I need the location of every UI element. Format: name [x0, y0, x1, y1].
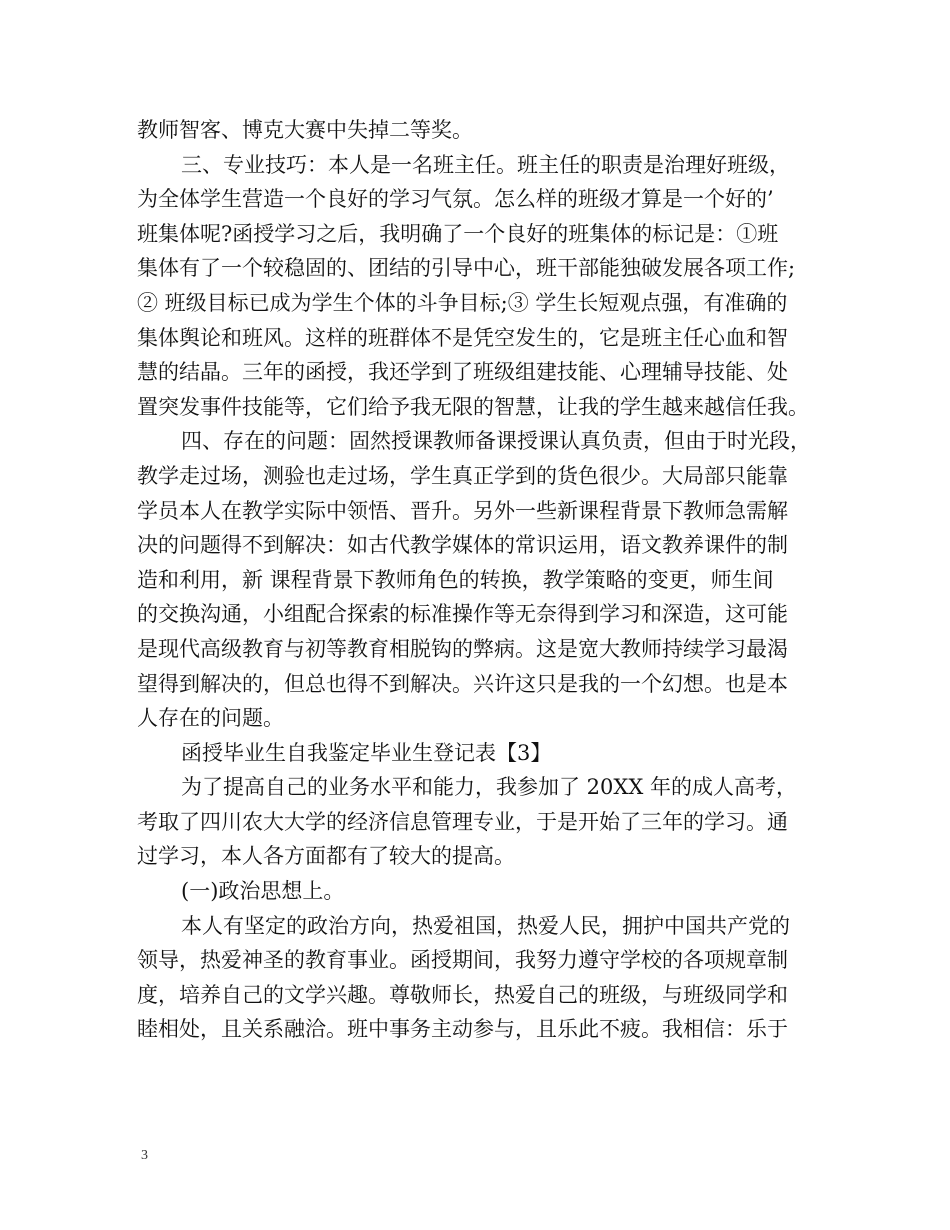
text-line: 三、专业技巧：本人是一名班主任。班主任的职责是治理好班级， [181, 152, 790, 177]
text-line: 的交换沟通，小组配合探索的标准操作等无奈得到学习和深造，这可能 [137, 602, 788, 627]
text-line: 度，培养自己的文学兴趣。尊敬师长，热爱自己的班级，与班级同学和 [137, 982, 788, 1007]
text-line: 造和利用，新 课程背景下教师角色的转换，教学策略的变更，师生间 [137, 567, 774, 592]
text-line: (一)政治思想上。 [181, 879, 345, 904]
text-line: 班集体呢?函授学习之后，我明确了一个良好的班集体的标记是：①班 [137, 221, 779, 246]
text-line: 为了提高自己的业务水平和能力，我参加了 20XX 年的成人高考， [181, 775, 797, 800]
text-line: 领导，热爱神圣的教育事业。函授期间，我努力遵守学校的各项规章制 [137, 948, 788, 973]
text-line: 为全体学生营造一个良好的学习气氛。怎么样的班级才算是一个好的’ [137, 187, 774, 212]
text-line: 函授毕业生自我鉴定毕业生登记表【3】 [181, 740, 552, 765]
document-body [137, 113, 827, 1047]
text-line: 集体舆论和班风。这样的班群体不是凭空发生的，它是班主任心血和智 [137, 325, 788, 350]
text-line: 决的问题得不到解决：如古代教学媒体的常识运用，语文教养课件的制 [137, 533, 788, 558]
text-line: 教学走过场，测验也走过场，学生真正学到的货色很少。大局部只能靠 [137, 463, 788, 488]
text-line: 教师智客、博克大赛中失掉二等奖。 [137, 118, 473, 142]
text-line: 人存在的问题。 [137, 706, 284, 731]
text-line: 睦相处，且关系融洽。班中事务主动参与，且乐此不疲。我相信：乐于 [137, 1017, 788, 1042]
text-line: 置突发事件技能等，它们给予我无限的智慧，让我的学生越来越信任我。 [137, 394, 809, 419]
page-number: 3 [141, 1148, 148, 1163]
text-line: 是现代高级教育与初等教育相脱钩的弊病。这是宽大教师持续学习最渴 [137, 636, 788, 661]
text-line: 过学习，本人各方面都有了较大的提高。 [137, 844, 515, 869]
text-line: 本人有坚定的政治方向，热爱祖国，热爱人民，拥护中国共产党的 [181, 913, 790, 938]
text-line: 考取了四川农大大学的经济信息管理专业，于是开始了三年的学习。通 [137, 809, 788, 834]
text-line: 学员本人在教学实际中领悟、晋升。另外一些新课程背景下教师急需解 [137, 498, 788, 523]
text-line: 四、存在的问题：固然授课教师备课授课认真负责，但由于时光段， [181, 429, 811, 454]
text-line: 望得到解决的，但总也得不到解决。兴许这只是我的一个幻想。也是本 [137, 671, 788, 696]
text-line: 集体有了一个较稳固的、团结的引导中心，班干部能独破发展各项工作; [137, 256, 796, 281]
text-line: ② 班级目标已成为学生个体的斗争目标;③ 学生长短观点强，有准确的 [137, 290, 788, 315]
text-line: 慧的结晶。三年的函授，我还学到了班级组建技能、心理辅导技能、处 [137, 360, 788, 385]
